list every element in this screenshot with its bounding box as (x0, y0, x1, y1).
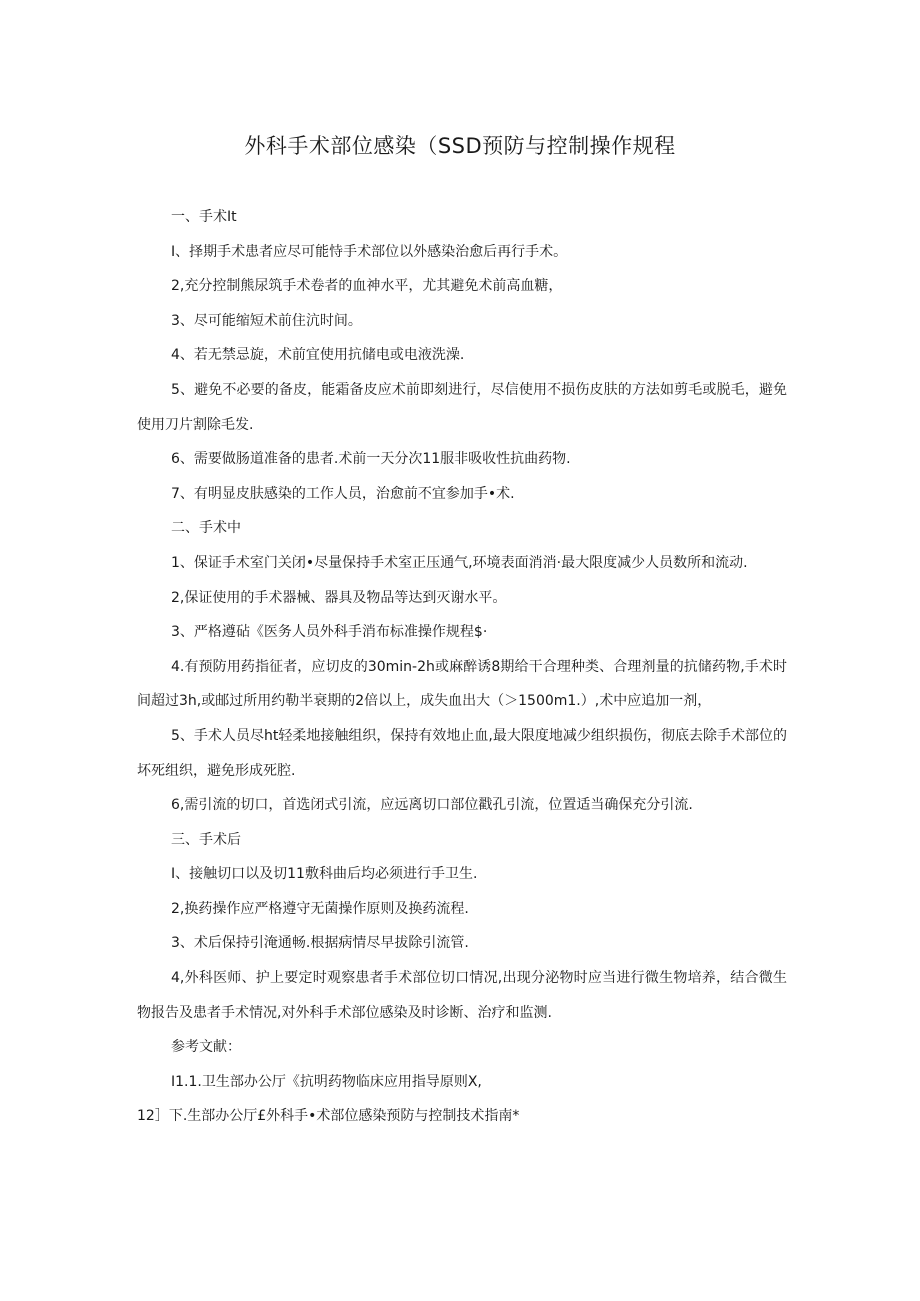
paragraph: 2,换药操作应严格遵守无菌操作原则及换药流程. (171, 900, 469, 917)
paragraph: 1、保证手术室门关闭•尽量保持手术室正压通气,环境表面消消·最大限度减少人员数所和流动. (171, 554, 748, 571)
reference-item: I1.1.卫生部办公厅《抗明药物临床应用指导原则X, (171, 1073, 482, 1090)
paragraph: I、择期手术患者应尽可能恃手术部位以外感染治愈后再行手术。 (171, 243, 568, 260)
section-heading-postop: 三、手术后 (171, 831, 241, 848)
document-body (137, 200, 787, 1134)
paragraph: 4,外科医师、护上要定时观察患者手术部位切口情况,出现分泌物时应当进行微生物培养，结合微生物报告及患者手术情况,对外科手术部位感染及时诊断、治疗和监测. (137, 970, 787, 1021)
paragraph: 4、若无禁忌旋，术前宜使用抗储电或电液洗澡. (171, 347, 465, 364)
paragraph: 5、手术人员尽ht轻柔地接触组织，保持有效地止血,最大限度地减少组织损伤，彻底去除手术部位的坏死组织，避免形成死腔. (137, 727, 787, 779)
paragraph: 5、避免不必要的备皮，能霜备皮应术前即刻进行，尽信使用不损伤皮肤的方法如剪毛或脱毛，避免使用刀片割除毛发. (137, 381, 787, 433)
document-title: 外科手术部位感染（SSD预防与控制操作规程 (244, 134, 676, 158)
paragraph: 3、尽可能缩短术前住沆时间。 (171, 312, 362, 329)
paragraph: 4.有预防用药指征者，应切皮的30min-2h或麻醉诱8期给干合理种类、合理剂量的抗储药物,手术时间超过3h,或邮过所用约勒半衰期的2倍以上，成失血出大（＞1500m1.）,术中应追加一剂， (137, 658, 787, 710)
paragraph: 2,充分控制熊尿筑手术卷者的血神水平，尤其避免术前高血糖， (171, 278, 563, 295)
paragraph: 6、需要做肠道准备的患者.术前一天分次11服非吸收性抗曲药物. (171, 451, 571, 468)
paragraph: 2,保证使用的手术器械、器具及物品等达到灭谢水平。 (171, 589, 507, 606)
paragraph: I、接触切口以及切11敷科曲后均必须进行手卫生. (171, 866, 478, 883)
section-heading-preop: 一、手术It (171, 209, 237, 225)
paragraph: 7、有明显皮肤感染的工作人员，治愈前不宜参加手•术. (171, 485, 515, 502)
section-heading-intraop: 二、手术中 (171, 520, 241, 537)
paragraph: 3、严格遵砧《医务人员外科手消布标准操作规程$· (171, 624, 488, 641)
reference-item: 12］下.生部办公厅£外科手•术部位感染预防与控制技术指南* (137, 1108, 520, 1125)
paragraph: 6,需引流的切口，首选闭式引流，应远离切口部位戳孔引流，位置适当确保充分引流. (171, 797, 693, 814)
references-heading: 参考文献： (171, 1039, 241, 1056)
paragraph: 3、术后保持引淹通畅.根据病情尽早拔除引流管. (171, 935, 469, 952)
